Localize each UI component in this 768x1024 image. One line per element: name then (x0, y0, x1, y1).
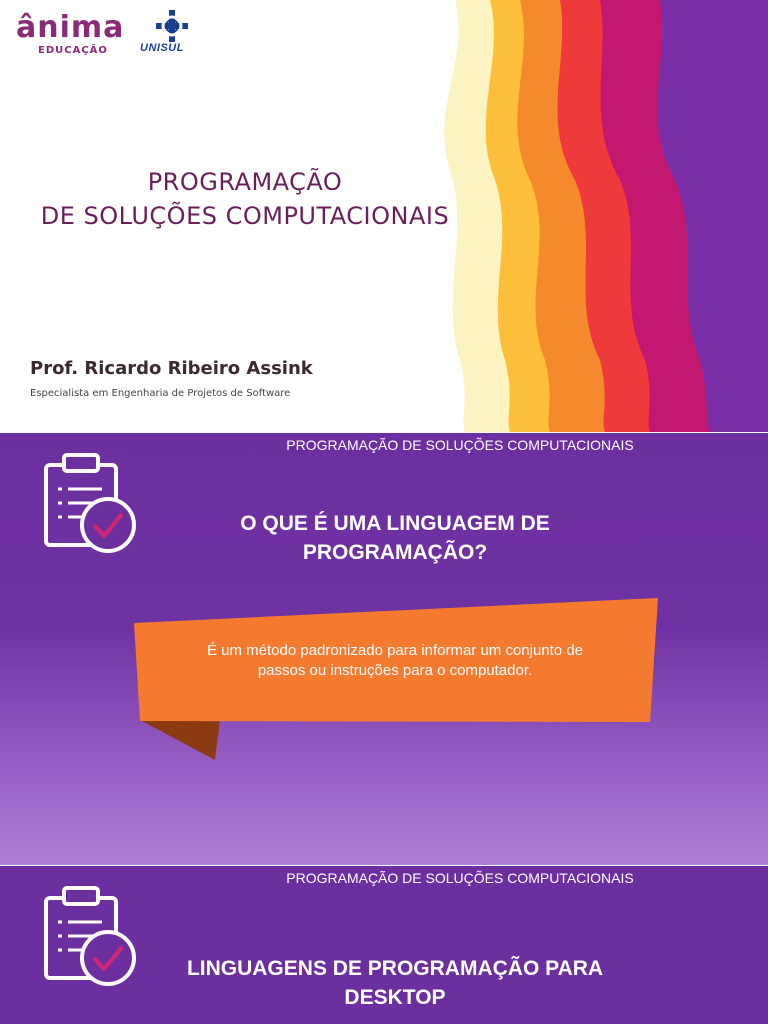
anima-logo-subtitle: EDUCAÇÃO (38, 45, 108, 56)
unisul-logo: UNISUL (140, 42, 184, 54)
slide-desktop-languages (0, 866, 768, 1024)
presentation-title (0, 165, 490, 233)
slide-heading (140, 954, 650, 1012)
slide-header: PROGRAMAÇÃO DE SOLUÇÕES COMPUTACIONAIS (286, 870, 634, 886)
unisul-logo-icon (152, 10, 192, 42)
heading-line-1: O QUE É UMA LINGUAGEM DE (240, 512, 550, 535)
title-slide (0, 0, 768, 432)
heading-line-1: LINGUAGENS DE PROGRAMAÇÃO PARA (186, 957, 604, 980)
definition-text (150, 641, 640, 681)
professor-name: Prof. Ricardo Ribeiro Assink (30, 358, 313, 379)
title-line-2: DE SOLUÇÕES COMPUTACIONAIS (40, 202, 450, 230)
heading-line-2: PROGRAMAÇÃO? (302, 541, 488, 564)
slide-language-definition (0, 433, 768, 865)
heading-line-2: DESKTOP (344, 986, 446, 1009)
professor-specialty: Especialista em Engenharia de Projetos de Software (30, 388, 291, 399)
slide-header: PROGRAMAÇÃO DE SOLUÇÕES COMPUTACIONAIS (286, 437, 634, 453)
definition-line-2: passos ou instruções para o computador. (257, 662, 533, 679)
anima-logo: ânima (16, 10, 125, 45)
title-line-1: PROGRAMAÇÃO (147, 168, 343, 196)
definition-line-1: É um método padronizado para informar um conjunto de (206, 642, 584, 659)
clipboard-check-icon (40, 884, 140, 989)
